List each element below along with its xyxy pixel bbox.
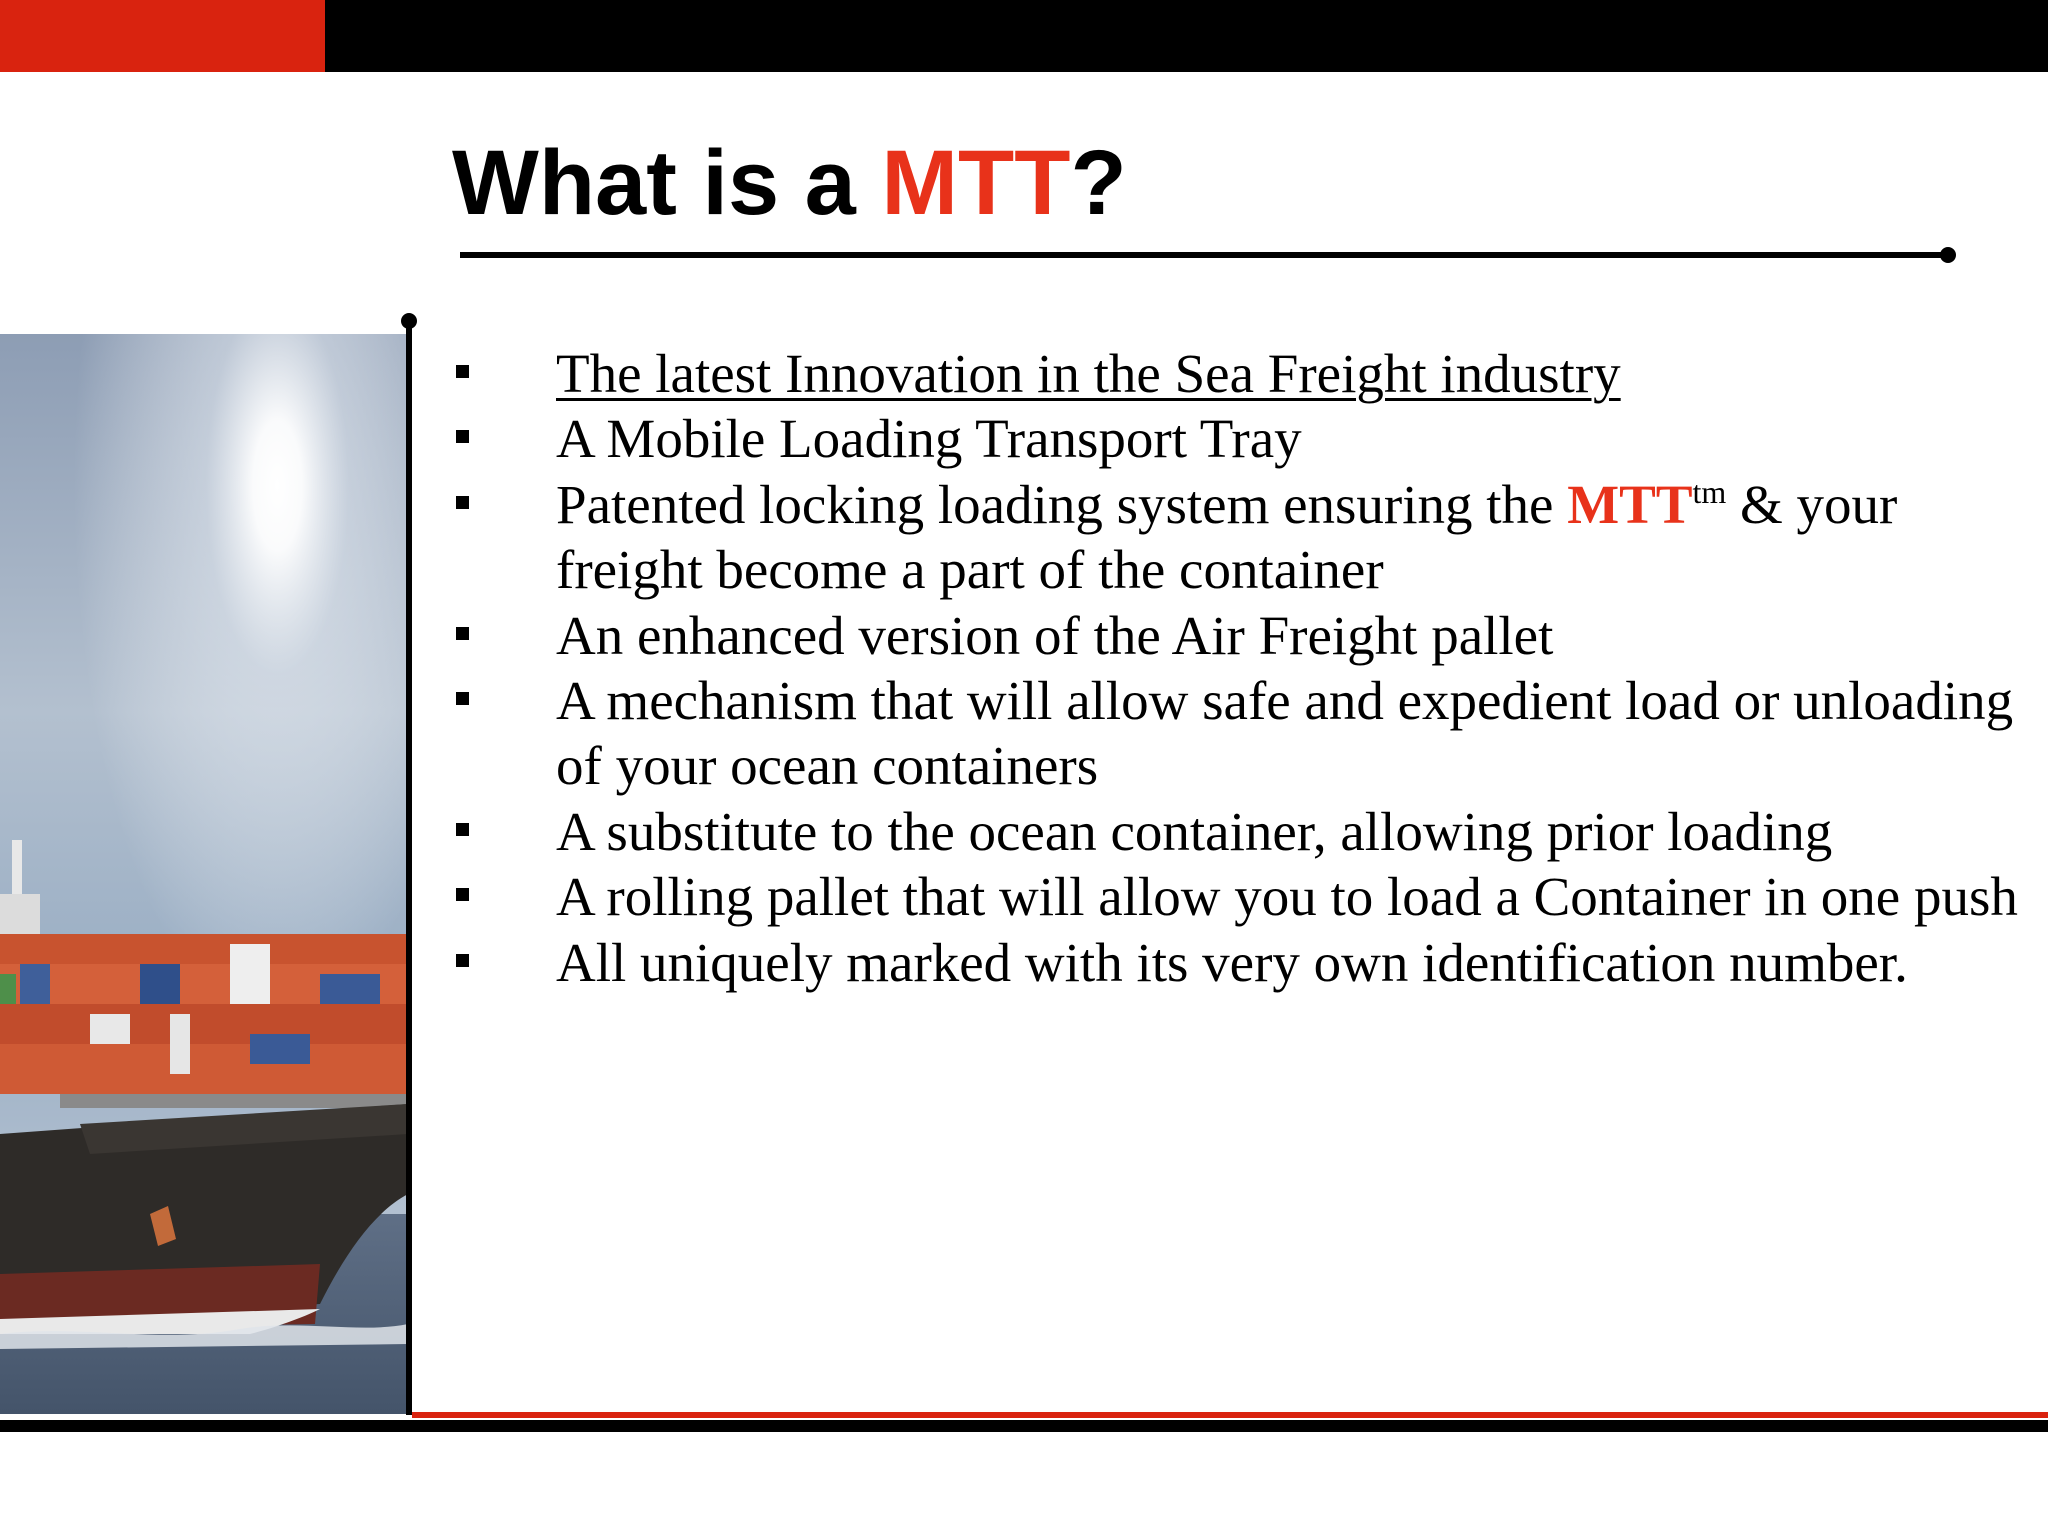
title-prefix: What is a [452,132,882,234]
footer-black-rule [0,1420,2048,1432]
title-accent: MTT [881,132,1071,234]
bullet-list [456,341,2036,995]
bullet-text: An enhanced version of the Air Freight pallet [556,604,1554,666]
square-bullet-icon [456,888,469,901]
bullet-mtt-term: MTT [1567,473,1693,535]
bullet-text-pre: Patented locking loading system ensuring the [556,473,1568,535]
title-suffix: ? [1070,132,1127,234]
list-item [456,406,2036,471]
bullet-text-post: & your freight become a part of the container [556,473,1898,601]
trademark-superscript: tm [1692,473,1727,510]
bullet-text: All uniquely marked with its very own identification number. [556,931,1908,993]
bullet-text: A Mobile Loading Transport Tray [556,408,1302,470]
vertical-rule-end-dot [401,313,417,329]
title-rule-end-dot [1940,247,1956,263]
square-bullet-icon [456,692,469,705]
square-bullet-icon [456,627,469,640]
list-item [456,864,2036,929]
square-bullet-icon [456,430,469,443]
bullet-text: A substitute to the ocean container, allowing prior loading [556,800,1833,862]
bullet-text: A rolling pallet that will allow you to load a Container in one push [556,866,2018,928]
slide-title [452,128,1127,238]
top-header-accent [0,0,325,72]
bullet-text: The latest Innovation in the Sea Freight industry [556,343,1621,404]
footer-red-rule [412,1412,2048,1418]
square-bullet-icon [456,823,469,836]
container-ship-image [0,334,408,1414]
bullet-text: A mechanism that will allow safe and expedient load or unloading of your ocean containers [556,670,2014,797]
list-item [456,472,2036,603]
square-bullet-icon [456,365,469,378]
list-item [456,799,2036,864]
vertical-divider-rule [406,318,412,1415]
title-underline-rule [460,252,1948,258]
list-item [456,930,2036,995]
list-item [456,668,2036,799]
list-item [456,341,2036,406]
list-item [456,603,2036,668]
square-bullet-icon [456,496,469,509]
square-bullet-icon [456,954,469,967]
